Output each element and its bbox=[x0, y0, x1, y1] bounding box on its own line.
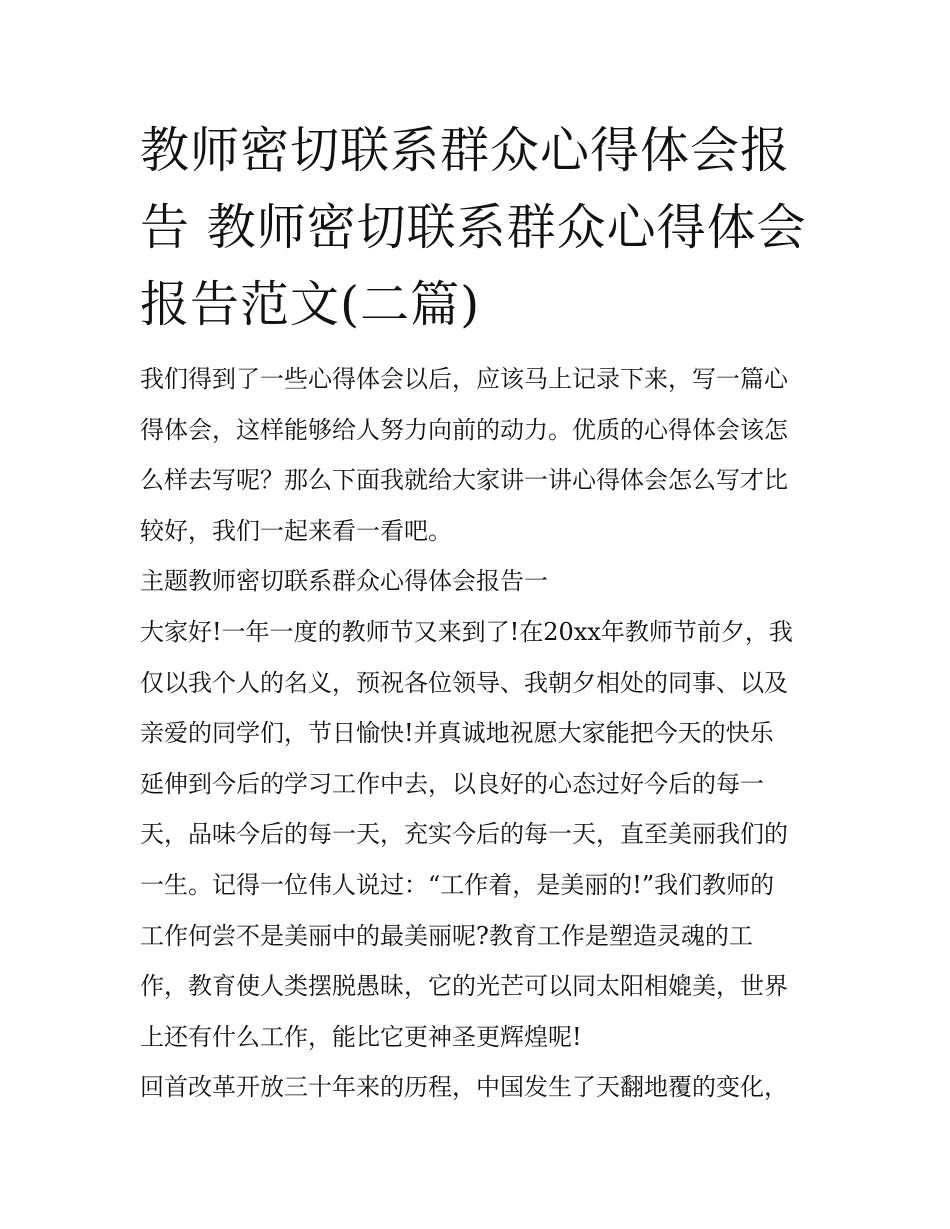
section-heading bbox=[140, 556, 820, 607]
text-line: 较好，我们一起来看一看吧。 bbox=[140, 516, 452, 545]
text-line: 一生。记得一位伟人说过：“工作着，是美丽的!”我们教师的 bbox=[140, 870, 775, 899]
reform-paragraph bbox=[140, 1062, 820, 1113]
document-title bbox=[140, 112, 820, 343]
title-line: 教师密切联系群众心得体会报 bbox=[140, 122, 791, 179]
text-line: 天，品味今后的每一天，充实今后的每一天，直至美丽我们的 bbox=[140, 820, 788, 849]
text-line: 亲爱的同学们，节日愉快!并真诚地祝愿大家能把今天的快乐 bbox=[140, 719, 774, 748]
text-line: 作，教育使人类摆脱愚昧，它的光芒可以同太阳相媲美，世界 bbox=[140, 972, 788, 1001]
document-body bbox=[140, 354, 820, 1113]
text-line: 么样去写呢？那么下面我就给大家讲一讲心得体会怎么写才比 bbox=[140, 466, 788, 495]
intro-paragraph bbox=[140, 354, 820, 556]
title-line: 报告范文(二篇) bbox=[140, 276, 481, 333]
text-line: 我们得到了一些心得体会以后，应该马上记录下来，写一篇心 bbox=[140, 365, 788, 393]
text-line: 得体会，这样能够给人努力向前的动力。优质的心得体会该怎 bbox=[140, 415, 788, 444]
text-line: 延伸到今后的学习工作中去，以良好的心态过好今后的每一 bbox=[140, 769, 764, 798]
text-line: 工作何尝不是美丽中的最美丽呢?教育工作是塑造灵魂的工 bbox=[140, 921, 753, 950]
speech-paragraph bbox=[140, 607, 820, 1062]
text-line: 回首改革开放三十年来的历程，中国发生了天翻地覆的变化， bbox=[140, 1073, 788, 1102]
text-line: 上还有什么工作，能比它更神圣更辉煌呢! bbox=[140, 1022, 582, 1051]
title-line: 告 教师密切联系群众心得体会 bbox=[140, 199, 807, 256]
text-line: 主题教师密切联系群众心得体会报告一 bbox=[140, 567, 548, 596]
text-line: 仅以我个人的名义，预祝各位领导、我朝夕相处的同事、以及 bbox=[140, 668, 788, 697]
text-line: 大家好!一年一度的教师节又来到了!在20xx年教师节前夕，我 bbox=[140, 617, 793, 646]
